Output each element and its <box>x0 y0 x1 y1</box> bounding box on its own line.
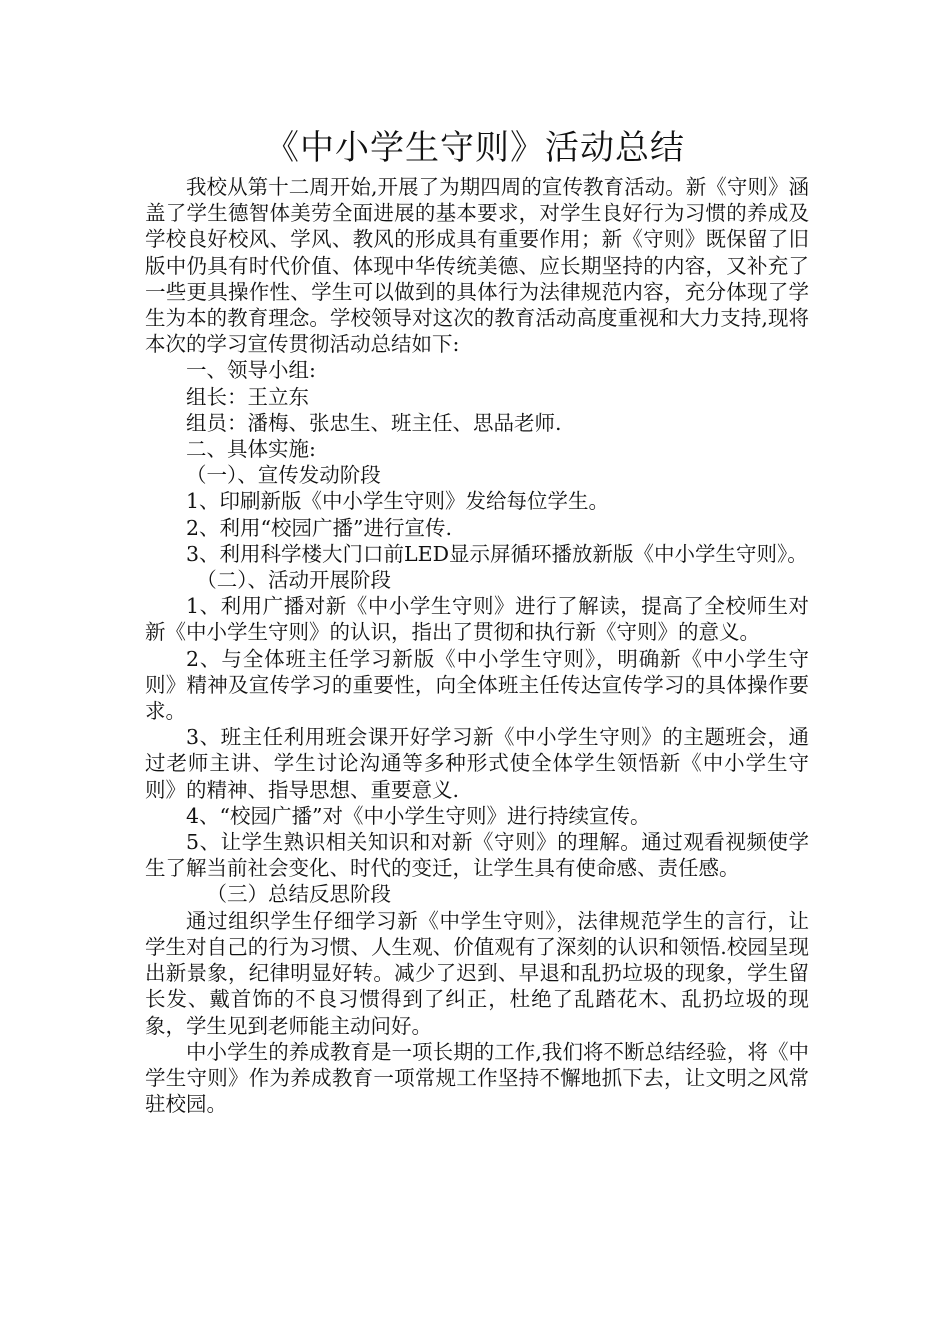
section-heading-leadership: 一、领导小组: <box>186 358 316 383</box>
closing-paragraph: 中小学生的养成教育是一项长期的工作,我们将不断总结经验，将《中学生守则》作为养成教育一项常规工作坚持不懈地抓下去，让文明之风常驻校园。 <box>145 1039 809 1117</box>
activity-item-3: 3、班主任利用班会课开好学习新《中小学生守则》的主题班会，通过老师主讲、学生讨论沟通等多种形式使全体学生领悟新《中小学生守则》的精神、指导思想、重要意义. <box>145 725 809 802</box>
activity-item-2: 2、与全体班主任学习新版《中小学生守则》，明确新《中小学生守则》精神及宣传学习的重要性，向全体班主任传达宣传学习的具体操作要求。 <box>145 646 809 724</box>
publicity-item-1: 1、印刷新版《中小学生守则》发给每位学生。 <box>186 489 610 514</box>
subheading-reflection-stage: （三）总结反思阶段 <box>206 882 391 907</box>
members-line: 组员：潘梅、张忠生、班主任、思品老师. <box>186 410 562 435</box>
activity-item-4: 4、“校园广播”对《中小学生守则》进行持续宣传。 <box>186 803 651 828</box>
intro-paragraph: 我校从第十二周开始,开展了为期四周的宣传教育活动。新《守则》涵盖了学生德智体美劳全面进展的基本要求，对学生良好行为习惯的养成及学校良好校风、学风、教风的形成具有重要作用；新《守则》既保留了旧版中仍具有时代价值、体现中华传统美德、应长期坚持的内容，又补充了一些更具操作性、学生可以做到的具体行为法律规范内容，充分体现了学生为本的教育理念。学校领导对这次的教育活动高度重视和大力支持,现将本次的学习宣传贯彻活动总结如下: <box>145 175 809 357</box>
document-body <box>145 174 809 1117</box>
publicity-item-2: 2、利用“校园广播”进行宣传. <box>186 515 453 540</box>
reflection-paragraph: 通过组织学生仔细学习新《中学生守则》，法律规范学生的言行，让学生对自己的行为习惯、人生观、价值观有了深刻的认识和领悟.校园呈现出新景象，纪律明显好转。减少了迟到、早退和乱扔垃圾的现象，学生留长发、戴首饰的不良习惯得到了纠正，杜绝了乱踏花木、乱扔垃圾的现象，学生见到老师能主动问好。 <box>145 908 809 1038</box>
section-heading-implementation: 二、具体实施: <box>186 437 316 462</box>
document-title: 《中小学生守则》活动总结 <box>265 128 685 168</box>
subheading-publicity-stage: （一）、宣传发动阶段 <box>186 463 381 488</box>
activity-item-1: 1、利用广播对新《中小学生守则》进行了解读，提高了全校师生对新《中小学生守则》的认识，指出了贯彻和执行新《守则》的意义。 <box>145 594 809 645</box>
leader-line: 组长：王立东 <box>186 384 309 409</box>
publicity-item-3: 3、利用科学楼大门口前LED显示屏循环播放新版《中小学生守则》。 <box>186 541 808 566</box>
activity-item-5: 5、让学生熟识相关知识和对新《守则》的理解。通过观看视频使学生了解当前社会变化、时代的变迁，让学生具有使命感、责任感。 <box>145 830 809 881</box>
subheading-activity-stage: （二）、活动开展阶段 <box>196 568 391 593</box>
